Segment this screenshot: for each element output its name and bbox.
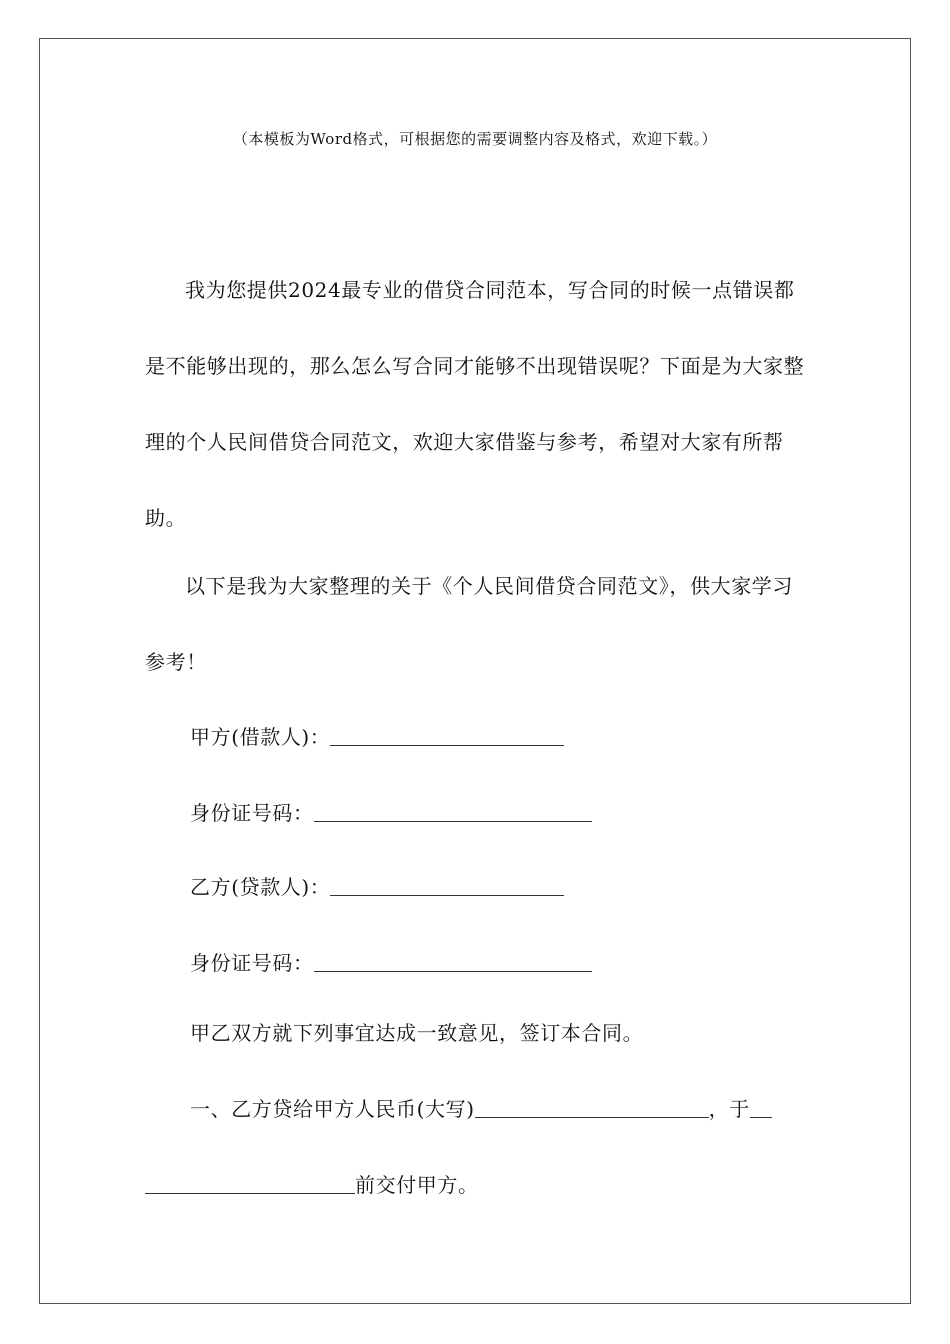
clause-1-text-b: ，于 [708,1097,750,1121]
lead-text: 以下是我为大家整理的关于《个人民间借贷合同范文》，供大家学习参考！ [145,574,793,674]
agreement-text: 甲乙双方就下列事宜达成一致意见，签订本合同。 [190,1021,644,1045]
party-a-label: 甲方(借款人)： [190,725,331,749]
clause-1-line [190,1094,772,1124]
party-b-line [190,872,564,902]
party-b-id-blank[interactable] [314,951,592,972]
party-a-id-blank[interactable] [314,801,592,822]
party-b-id-line [190,948,592,978]
party-a-blank[interactable] [330,725,564,746]
party-a-line [190,722,564,752]
intro-paragraph [145,252,807,556]
party-a-id-label: 身份证号码： [190,801,314,825]
party-b-id-label: 身份证号码： [190,951,314,975]
template-note: （本模板为Word格式，可根据您的需要调整内容及格式，欢迎下载。） [232,130,718,148]
lead-paragraph [145,548,807,700]
party-b-blank[interactable] [330,875,564,896]
clause-1-continuation [145,1170,479,1200]
intro-text: 我为您提供2024最专业的借贷合同范本，写合同的时候一点错误都是不能够出现的，那么怎么写合同才能够不出现错误呢？下面是为大家整理的个人民间借贷合同范文，欢迎大家借鉴与参考，希望对大家有所帮助。 [145,278,805,530]
clause-1-text-c: 前交付甲方。 [355,1173,479,1197]
party-b-label: 乙方(贷款人)： [190,875,331,899]
date-blank-start[interactable] [750,1097,772,1118]
date-blank[interactable] [145,1173,355,1194]
agreement-line [190,1018,643,1048]
amount-blank[interactable] [475,1097,709,1118]
party-a-id-line [190,798,592,828]
clause-1-text-a: 一、乙方贷给甲方人民币(大写) [190,1097,475,1121]
